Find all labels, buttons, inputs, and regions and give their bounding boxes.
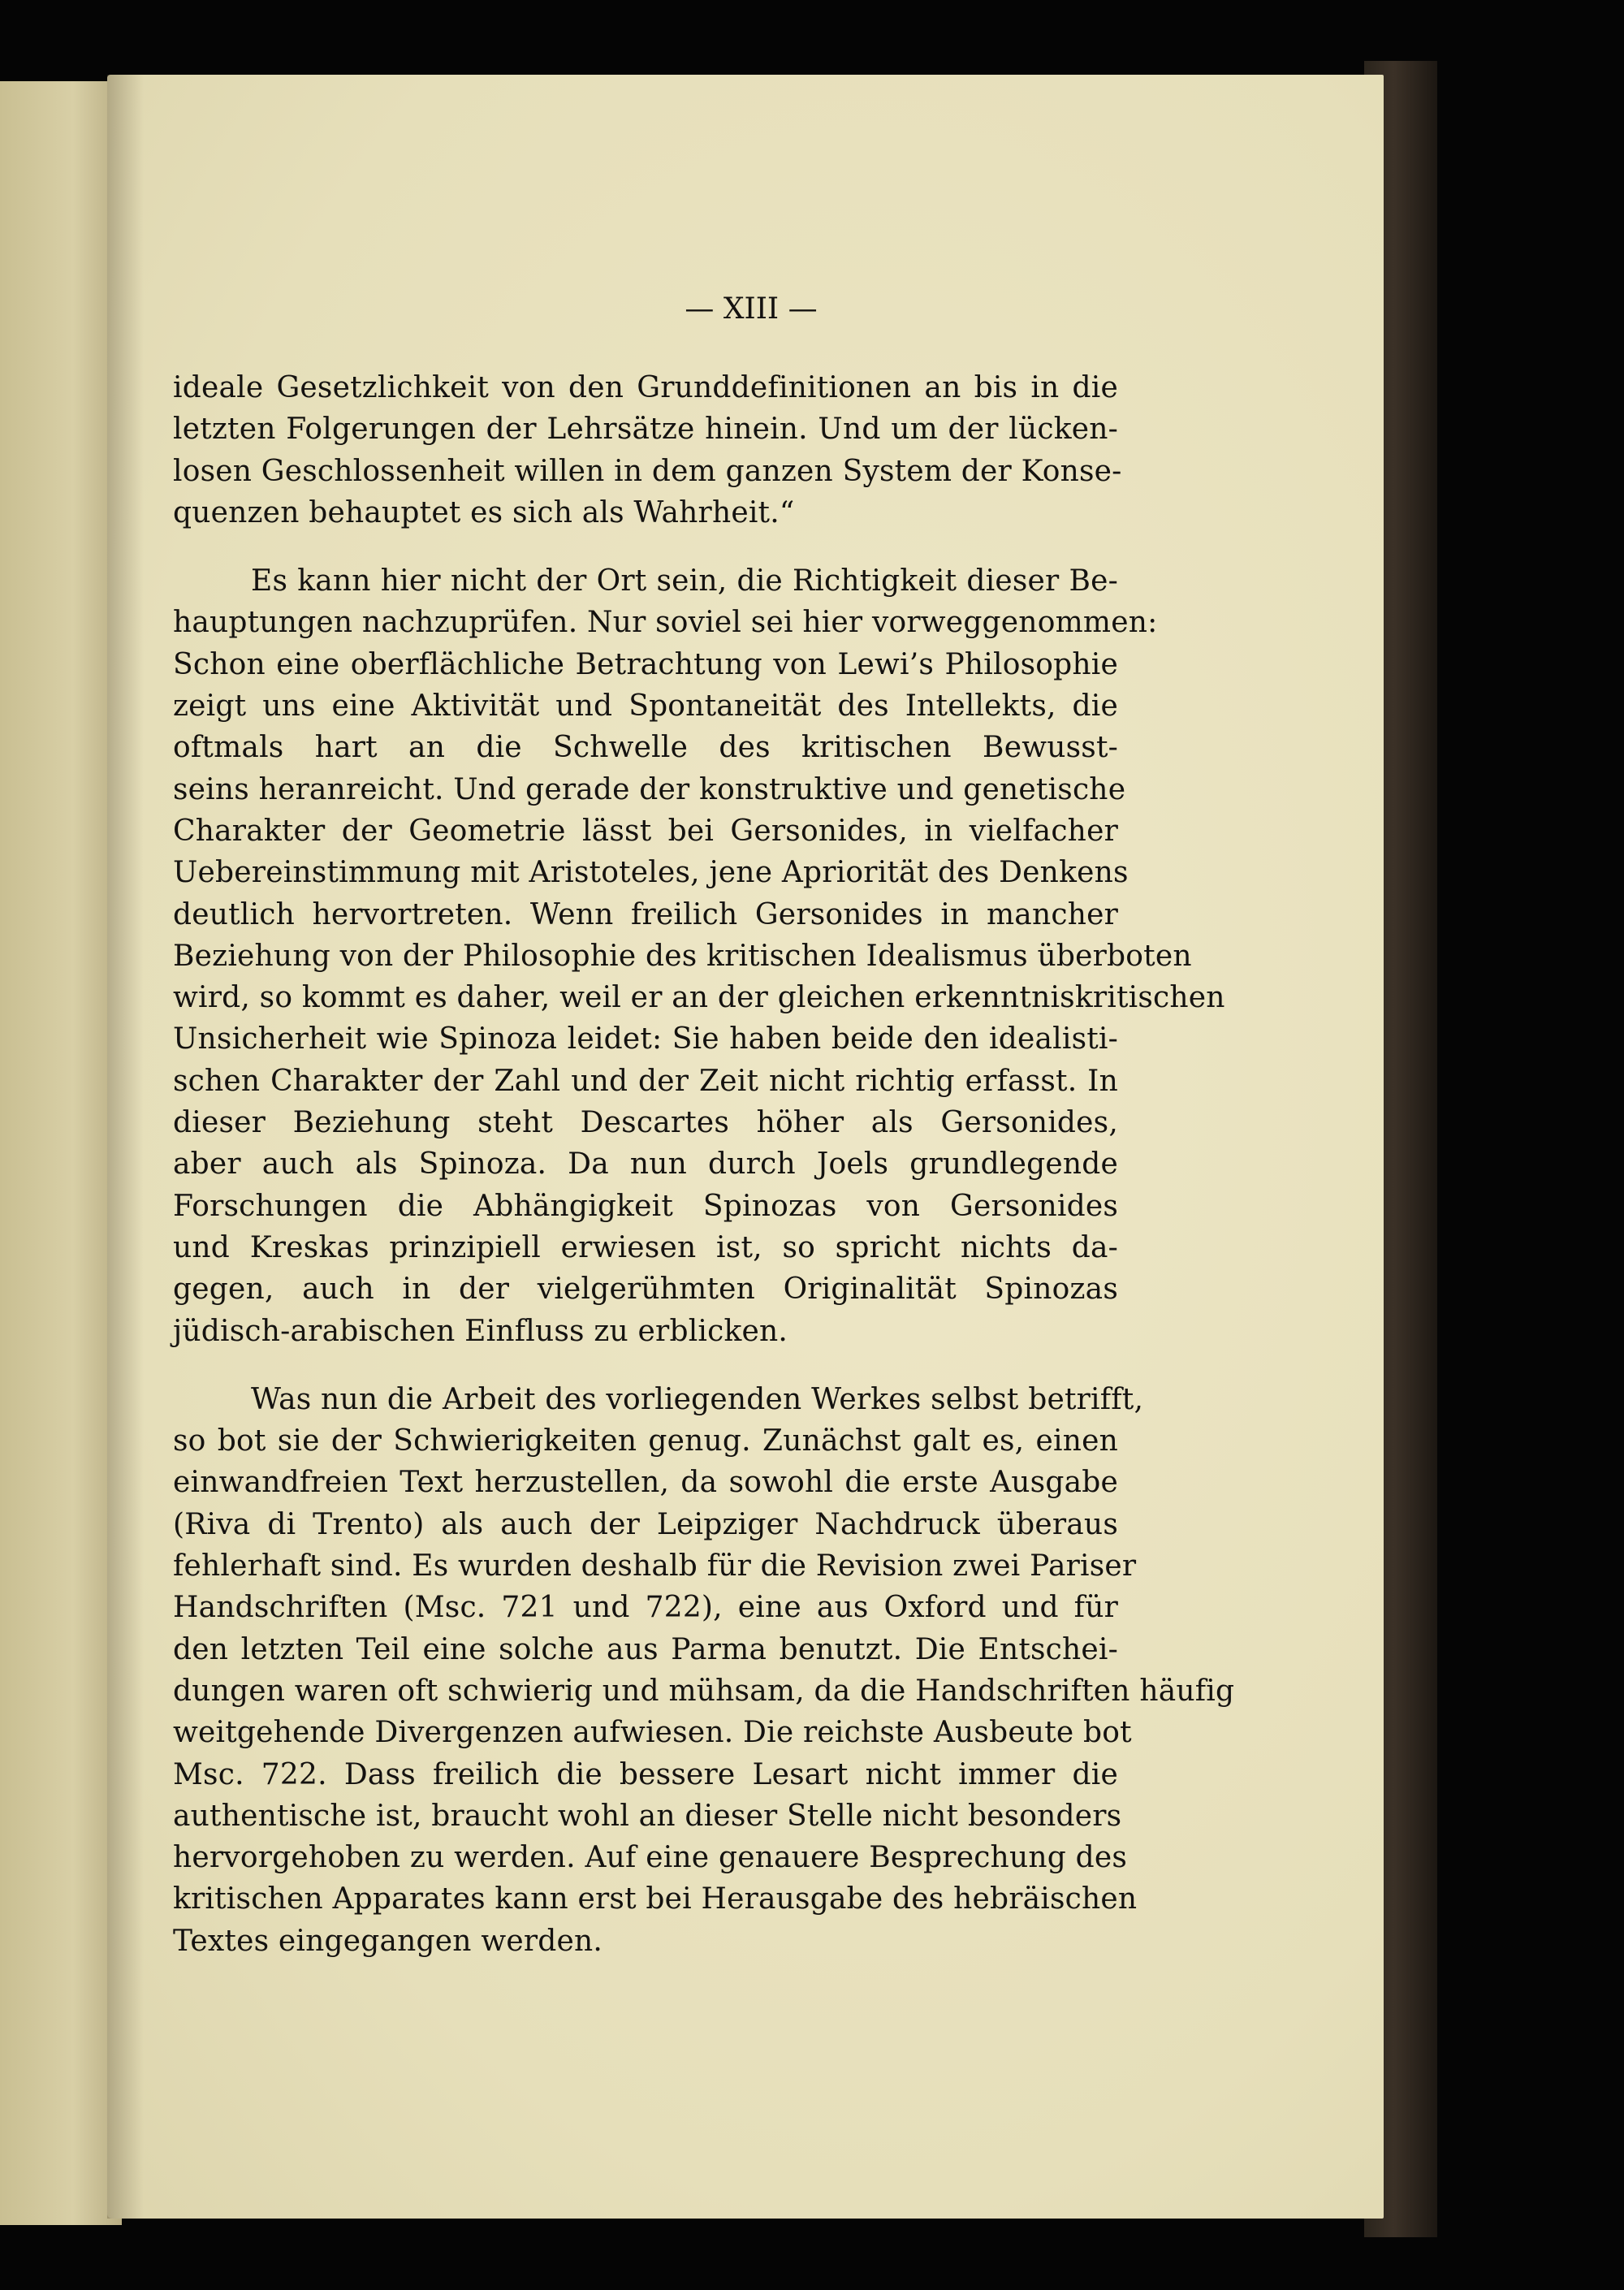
text-line: Beziehung von der Philosophie des kritischen Idealismus überboten xyxy=(173,939,1192,973)
paragraph xyxy=(173,367,1122,534)
text-line: gegen, auch in der vielgerühmten Originalität Spinozas xyxy=(173,1272,1118,1307)
text-line: Charakter der Geometrie lässt bei Gersonides, in vielfacher xyxy=(173,814,1118,848)
text-line: so bot sie der Schwierigkeiten genug. Zunächst galt es, einen xyxy=(173,1424,1118,1458)
text-line: weitgehende Divergenzen aufwiesen. Die reichste Ausbeute bot xyxy=(173,1716,1132,1750)
text-line: Forschungen die Abhängigkeit Spinozas von Gersonides xyxy=(173,1189,1118,1223)
text-line: fehlerhaft sind. Es wurden deshalb für die Revision zwei Pariser xyxy=(173,1549,1137,1584)
previous-page-edge xyxy=(0,81,122,2225)
text-line: dungen waren oft schwierig und mühsam, da die Handschriften häufig xyxy=(173,1674,1235,1708)
text-line: Uebereinstimmung mit Aristoteles, jene Apriorität des Denkens xyxy=(173,856,1129,890)
text-line: seins heranreicht. Und gerade der konstruktive und genetische xyxy=(173,772,1126,806)
gutter-shadow xyxy=(107,75,144,2219)
text-line: Handschriften (Msc. 721 und 722), eine aus Oxford und für xyxy=(173,1591,1118,1625)
text-line: Es kann hier nicht der Ort sein, die Richtigkeit dieser Be- xyxy=(251,564,1118,598)
text-line: oftmals hart an die Schwelle des kritischen Bewusst- xyxy=(173,731,1118,765)
text-line: hauptungen nachzuprüfen. Nur soviel sei hier vorweggenommen: xyxy=(173,606,1158,640)
text-line: losen Geschlossenheit willen in dem ganzen System der Konse- xyxy=(173,454,1122,488)
text-line: (Riva di Trento) als auch der Leipziger Nachdruck überaus xyxy=(173,1507,1118,1541)
text-line: Was nun die Arbeit des vorliegenden Werkes selbst betrifft, xyxy=(251,1382,1144,1416)
text-line: Textes eingegangen werden. xyxy=(173,1924,603,1958)
text-line: Msc. 722. Dass freilich die bessere Lesart nicht immer die xyxy=(173,1757,1118,1791)
text-line: schen Charakter der Zahl und der Zeit nicht richtig erfasst. In xyxy=(173,1064,1118,1098)
text-line: authentische ist, braucht wohl an dieser Stelle nicht besonders xyxy=(173,1799,1122,1833)
text-line: dieser Beziehung steht Descartes höher als Gersonides, xyxy=(173,1106,1118,1140)
text-line: zeigt uns eine Aktivität und Spontaneität des Intellekts, die xyxy=(173,689,1118,724)
text-line: ideale Gesetzlichkeit von den Grunddefinitionen an bis in die xyxy=(173,371,1118,404)
text-line: quenzen behauptet es sich als Wahrheit.“ xyxy=(173,495,795,529)
text-line: letzten Folgerungen der Lehrsätze hinein. Und um der lücken- xyxy=(173,413,1118,447)
page-body-text xyxy=(173,367,1235,1989)
text-line: einwandfreien Text herzustellen, da sowohl die erste Ausgabe xyxy=(173,1466,1118,1500)
text-line: aber auch als Spinoza. Da nun durch Joels grundlegende xyxy=(173,1147,1118,1182)
page-number: — XIII — xyxy=(685,292,818,326)
text-line: und Kreskas prinzipiell erwiesen ist, so spricht nichts da- xyxy=(173,1230,1118,1264)
text-line: Unsicherheit wie Spinoza leidet: Sie haben beide den idealisti- xyxy=(173,1022,1118,1056)
text-line: den letzten Teil eine solche aus Parma benutzt. Die Entschei- xyxy=(173,1632,1118,1666)
text-line: Schon eine oberflächliche Betrachtung von Lewi’s Philosophie xyxy=(173,647,1118,681)
text-line: hervorgehoben zu werden. Auf eine genauere Besprechung des xyxy=(173,1841,1128,1875)
paragraph xyxy=(173,560,1225,1352)
text-line: deutlich hervortreten. Wenn freilich Gersonides in mancher xyxy=(173,897,1118,931)
paragraph xyxy=(173,1379,1235,1962)
text-line: wird, so kommt es daher, weil er an der gleichen erkenntniskritischen xyxy=(173,981,1225,1015)
text-line: jüdisch-arabischen Einfluss zu erblicken. xyxy=(173,1314,788,1348)
text-line: kritischen Apparates kann erst bei Herausgabe des hebräischen xyxy=(173,1882,1138,1916)
